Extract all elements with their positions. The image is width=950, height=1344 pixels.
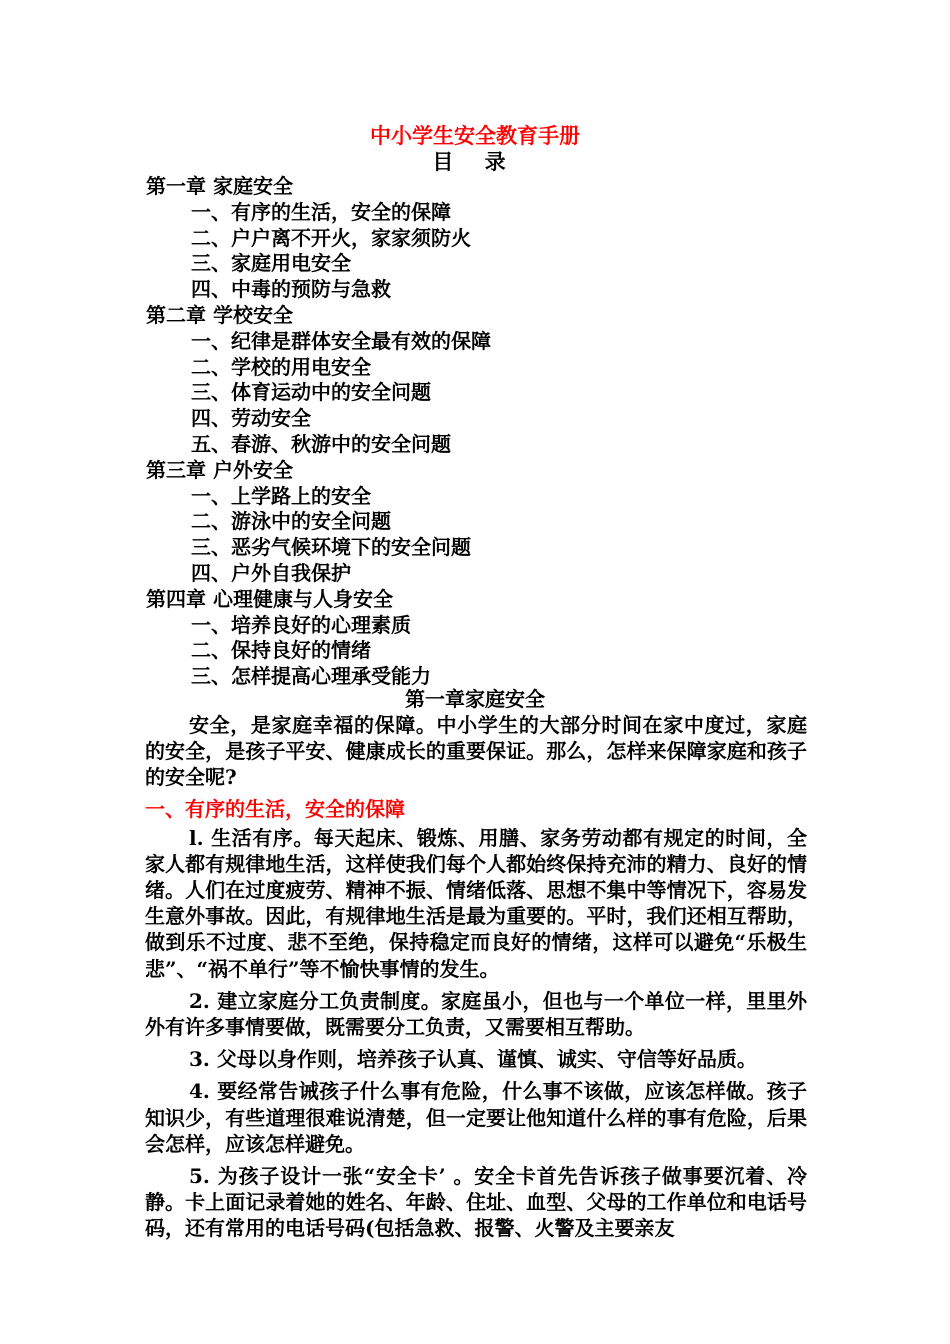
body-paragraph: 2. 建立家庭分工负责制度。家庭虽小，但也与一个单位一样，里里外外有许多事情要做，既需要分工负责，又需要相互帮助。	[145, 988, 807, 1040]
toc-item: 二、游泳中的安全问题	[191, 509, 391, 534]
body-paragraph: l. 生活有序。每天起床、锻炼、用膳、家务劳动都有规定的时间，全家人都有规律地生活，这样使我们每个人都始终保持充沛的精力、良好的情绪。人们在过度疲劳、精神不振、情绪低落、思想不集中等情况下，容易发生意外事故。因此，有规律地生活是最为重要的。平时，我们还相互帮助，做到乐不过度、悲不至绝，保持稳定而良好的情绪，这样可以避免“乐极生悲”、“祸不单行”等不愉快事情的发生。	[145, 825, 807, 981]
body-paragraph: 4. 要经常告诫孩子什么事有危险，什么事不该做，应该怎样做。孩子知识少，有些道理很难说清楚，但一定要让他知道什么样的事有危险，后果会怎样，应该怎样避免。	[145, 1079, 807, 1156]
toc-item: 四、劳动安全	[191, 406, 311, 431]
toc-chapter-2: 第二章 学校安全	[146, 302, 293, 327]
toc-item: 一、有序的生活，安全的保障	[191, 199, 451, 224]
toc-item: 三、恶劣气候环境下的安全问题	[191, 535, 471, 560]
toc-item: 一、纪律是群体安全最有效的保障	[191, 328, 491, 353]
toc-item: 五、春游、秋游中的安全问题	[191, 431, 451, 456]
toc-heading: 目 录	[432, 149, 518, 174]
toc-item: 二、学校的用电安全	[191, 354, 371, 379]
body-paragraph: 5. 为孩子设计一张“安全卡’ 。安全卡首先告诉孩子做事要沉着、冷静。卡上面记录着她的姓名、年龄、住址、血型、父母的工作单位和电话号码，还有常用的电话号码(包括急救、报警、火警及主要亲友	[145, 1164, 807, 1241]
toc-item: 三、怎样提高心理承受能力	[191, 664, 431, 689]
toc-item: 二、保持良好的情绪	[191, 638, 371, 663]
toc-item: 三、体育运动中的安全问题	[191, 380, 431, 405]
chapter-title: 第一章家庭安全	[405, 687, 545, 711]
toc-item: 二、户户离不开火，家家须防火	[191, 225, 471, 250]
intro-paragraph: 安全，是家庭幸福的保障。中小学生的大部分时间在家中度过，家庭的安全，是孩子平安、健康成长的重要保证。那么，怎样来保障家庭和孩子的安全呢?	[145, 713, 807, 790]
toc-item: 四、户外自我保护	[191, 560, 351, 585]
toc-item: 一、培养良好的心理素质	[191, 612, 411, 637]
toc-chapter-3: 第三章 户外安全	[146, 457, 293, 482]
body-paragraph: 3. 父母以身作则，培养孩子认真、谨慎、诚实、守信等好品质。	[189, 1047, 757, 1072]
toc-item: 四、中毒的预防与急救	[191, 277, 391, 302]
toc-item: 一、上学路上的安全	[191, 483, 371, 508]
document-title: 中小学生安全教育手册	[370, 123, 580, 148]
chapter-body	[145, 712, 807, 1248]
table-of-contents	[146, 174, 846, 690]
toc-item: 三、家庭用电安全	[191, 251, 351, 276]
section-heading: 一、有序的生活，安全的保障	[145, 796, 405, 821]
toc-chapter-1: 第一章 家庭安全	[146, 174, 293, 198]
toc-chapter-4: 第四章 心理健康与人身安全	[146, 586, 393, 611]
